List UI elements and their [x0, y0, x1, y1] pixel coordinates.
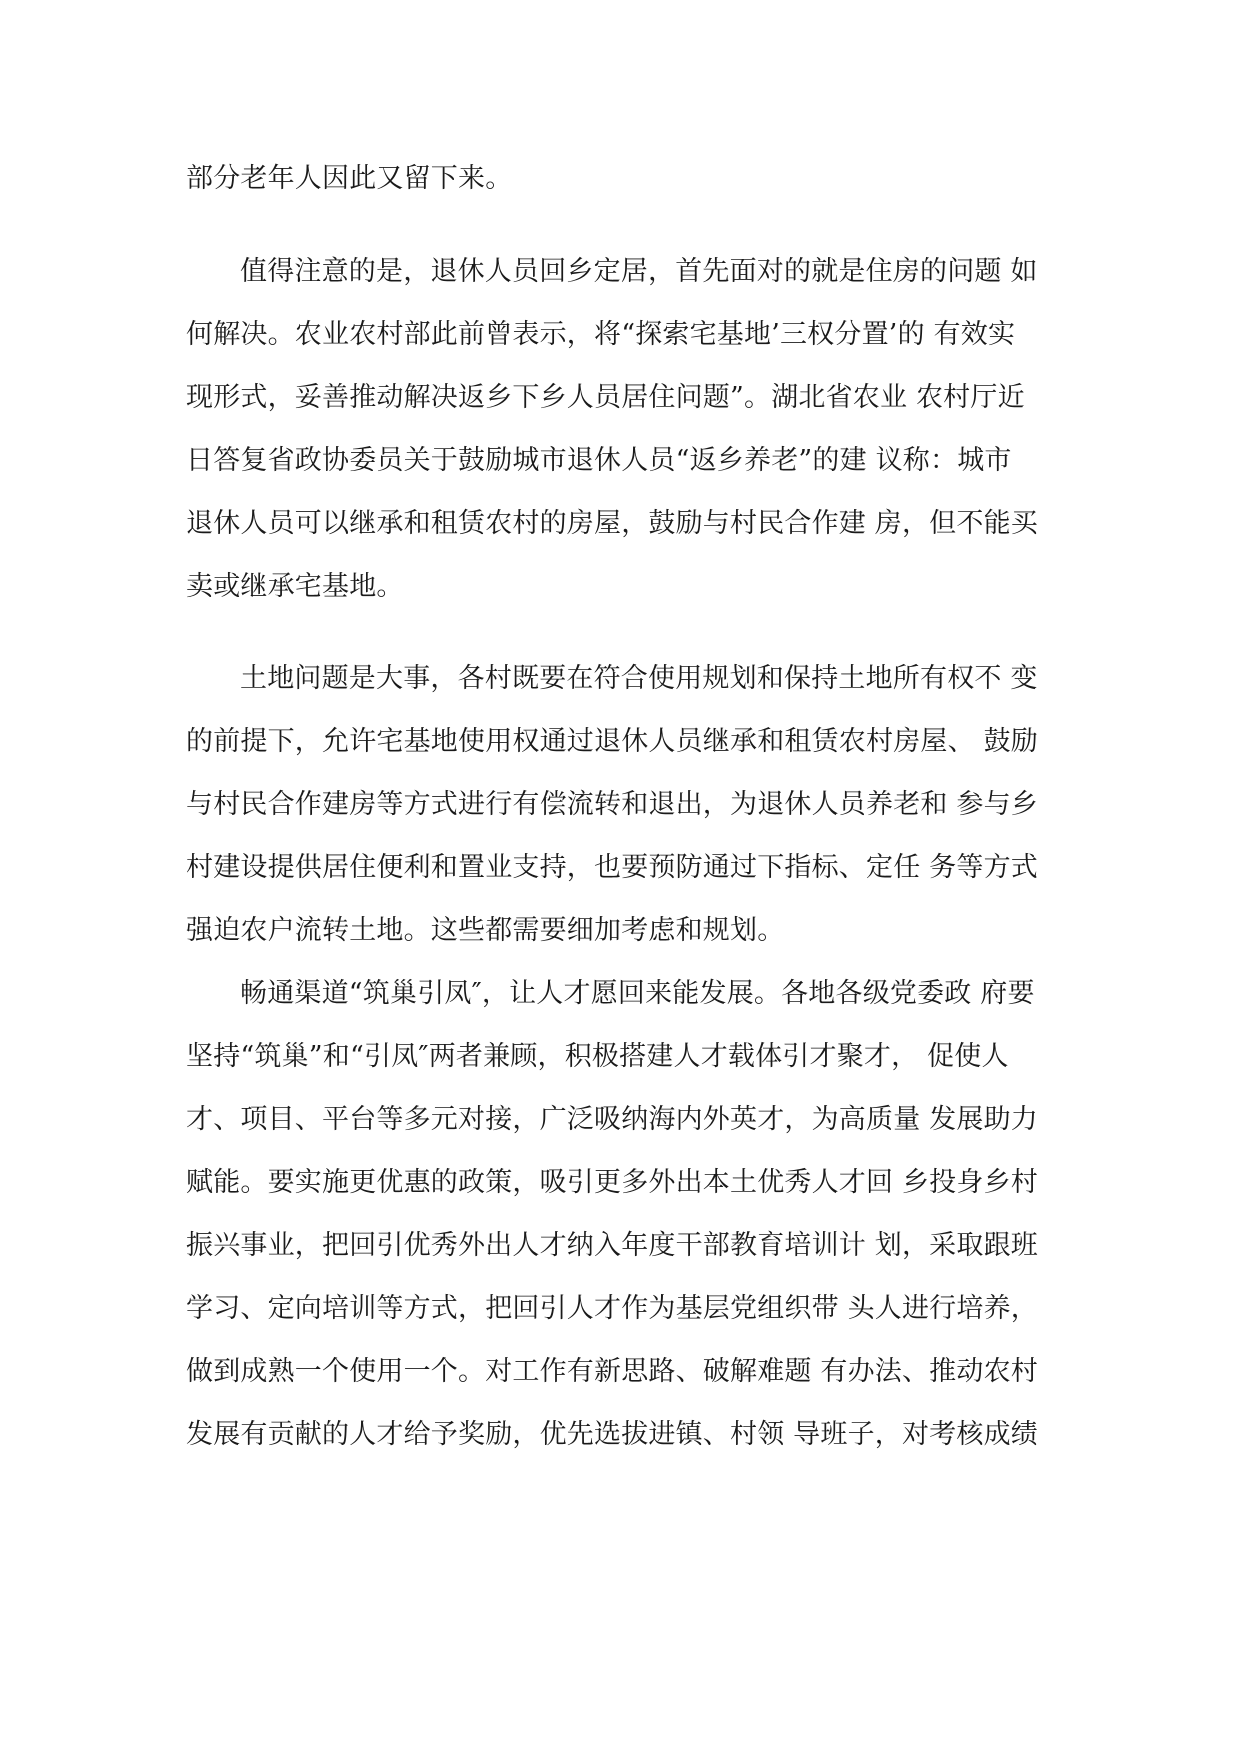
text-line-4: 现形式，妥善推动解决返乡下乡人员居住问题”。湖北省农业 农村厅近 [186, 382, 1025, 413]
text-line-18: 学习、定向培训等方式，把回引人才作为基层党组织带 头人进行培养， [186, 1293, 1038, 1324]
text-line-14: 坚持“筑巢”和“引凤″两者兼顾，积极搭建人才载体引才聚才， 促使人 [186, 1041, 1009, 1072]
text-line-8: 土地问题是大事，各村既要在符合使用规划和保持土地所有权不 变 [240, 663, 1038, 694]
text-line-20: 发展有贡献的人才给予奖励，优先选拔进镇、村领 导班子，对考核成绩 [186, 1419, 1038, 1450]
text-line-15: 才、项目、平台等多元对接，广泛吸纳海内外英才，为高质量 发展助力 [186, 1104, 1038, 1135]
text-line-2: 值得注意的是，退休人员回乡定居，首先面对的就是住房的问题 如 [240, 256, 1038, 287]
text-line-13: 畅通渠道“筑巢引凤″，让人才愿回来能发展。各地各级党委政 府要 [240, 978, 1035, 1009]
text-line-3: 何解决。农业农村部此前曾表示，将“探索宅基地’三权分置’的 有效实 [186, 319, 1016, 350]
text-line-9: 的前提下，允许宅基地使用权通过退休人员继承和租赁农村房屋、 鼓励 [186, 726, 1038, 757]
text-line-12: 强迫农户流转土地。这些都需要细加考虑和规划。 [186, 915, 785, 946]
text-line-7: 卖或继承宅基地。 [186, 571, 404, 602]
text-line-5: 日答复省政协委员关于鼓励城市退休人员“返乡养老”的建 议称：城市 [186, 445, 1012, 476]
text-line-17: 振兴事业，把回引优秀外出人才纳入年度干部教育培训计 划，采取跟班 [186, 1230, 1038, 1261]
text-line-6: 退休人员可以继承和租赁农村的房屋，鼓励与村民合作建 房，但不能买 [186, 508, 1038, 539]
text-line-19: 做到成熟一个使用一个。对工作有新思路、破解难题 有办法、推动农村 [186, 1356, 1038, 1387]
text-line-1: 部分老年人因此又留下来。 [186, 163, 513, 194]
text-line-11: 村建设提供居住便利和置业支持，也要预防通过下指标、定任 务等方式 [186, 852, 1038, 883]
text-line-10: 与村民合作建房等方式进行有偿流转和退出，为退休人员养老和 参与乡 [186, 789, 1038, 820]
text-line-16: 赋能。要实施更优惠的政策，吸引更多外出本土优秀人才回 乡投身乡村 [186, 1167, 1038, 1198]
